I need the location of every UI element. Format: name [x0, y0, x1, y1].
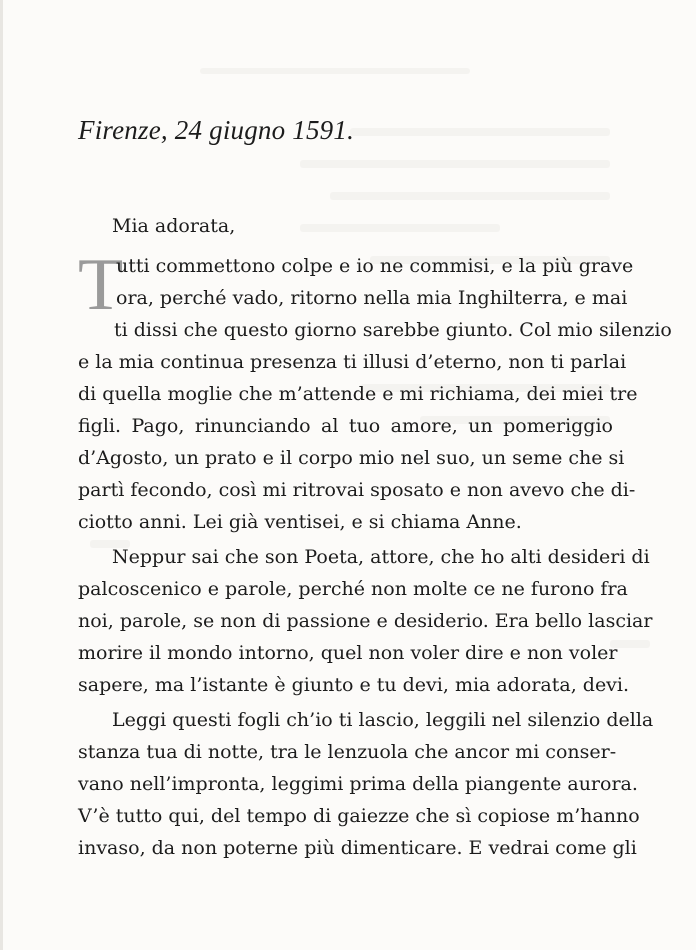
text-line: figli. Pago, rinunciando al tuo amore, un pomeriggio — [78, 415, 613, 437]
text-line: ora, perché vado, ritorno nella mia Inghilterra, e mai — [116, 287, 628, 309]
drop-cap: T — [78, 244, 124, 326]
show-through-line — [200, 68, 470, 74]
text-line: d’Agosto, un prato e il corpo mio nel suo, un seme che si — [78, 447, 625, 469]
page-edge — [0, 0, 3, 950]
text-line: V’è tutto qui, del tempo di gaiezze che sì copiose m’hanno — [78, 805, 640, 827]
text-line: partì fecondo, così mi ritrovai sposato e non avevo che di- — [78, 479, 636, 501]
text-line: Neppur sai che son Poeta, attore, che ho alti desideri di — [112, 546, 650, 568]
text-line: e la mia continua presenza ti illusi d’eterno, non ti parlai — [78, 351, 627, 373]
letter-text — [78, 110, 672, 864]
text-line: invaso, da non poterne più dimenticare. E vedrai come gli — [78, 837, 637, 859]
text-line: noi, parole, se non di passione e desiderio. Era bello lasciar — [78, 610, 653, 632]
letter-salutation: Mia adorata, — [112, 215, 236, 237]
text-line: stanza tua di notte, tra le lenzuola che ancor mi conser- — [78, 741, 617, 763]
paragraph-1 — [78, 244, 672, 538]
paragraph-3 — [78, 704, 654, 864]
text-line: utti commettono colpe e io ne commisi, e la più grave — [116, 255, 634, 277]
letter-body — [78, 244, 672, 864]
text-line: vano nell’impronta, leggimi prima della piangente aurora. — [78, 773, 638, 795]
text-line: ciotto anni. Lei già ventisei, e si chiama Anne. — [78, 511, 522, 533]
text-line: morire il mondo intorno, quel non voler dire e non voler — [78, 642, 618, 664]
text-line: Leggi questi fogli ch’io ti lascio, leggili nel silenzio della — [112, 709, 654, 731]
page-footer — [0, 900, 696, 910]
text-line: ti dissi che questo giorno sarebbe giunto. Col mio silenzio — [114, 319, 672, 341]
text-line: di quella moglie che m’attende e mi richiama, dei miei tre — [78, 383, 638, 405]
text-line: palcoscenico e parole, perché non molte ce ne furono fra — [78, 578, 628, 600]
paragraph-2 — [78, 541, 653, 701]
text-line: sapere, ma l’istante è giunto e tu devi, mia adorata, devi. — [78, 674, 630, 696]
letter-dateline: Firenze, 24 giugno 1591. — [78, 115, 355, 145]
